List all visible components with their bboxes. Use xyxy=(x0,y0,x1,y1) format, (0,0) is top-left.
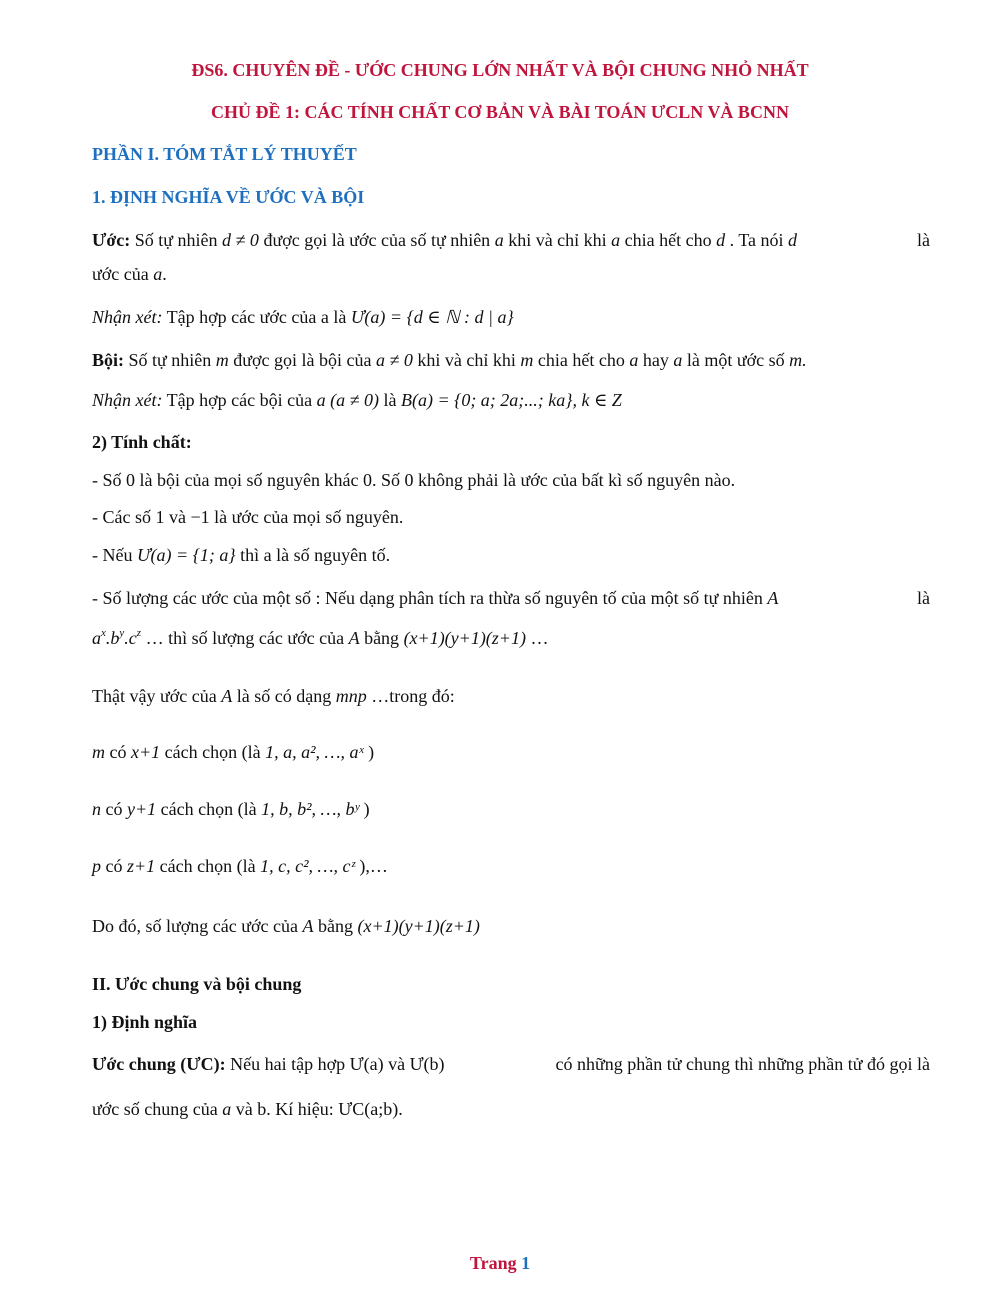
common-divisor-line2: ước số chung của a và b. Kí hiệu: ƯC(a;b). xyxy=(92,1099,403,1119)
property-4-line2: $a^x.b^y.c^z$ … thì số lượng các ước của A bằng (x+1)(y+1)(z+1) … xyxy=(92,627,549,648)
property-4-line1: - Số lượng các ước của một số : Nếu dạng phân tích ra thừa số nguyên tố của một số tự nhiên A là xyxy=(92,588,930,608)
property-3: - Nếu Ư(a) = {1; a} thì a là số nguyên tố. xyxy=(92,545,391,565)
choice-p: p có z+1 cách chọn (là 1, c, c², …, cᶻ ),… xyxy=(92,856,388,876)
page-number: 1 xyxy=(521,1253,531,1273)
common-divisor-line1: Ước chung (ƯC): Nếu hai tập hợp Ư(a) và Ư(b) có những phần tử chung thì những phần tử đó gọi là xyxy=(92,1054,930,1074)
property-2: - Các số 1 và −1 là ước của mọi số nguyên. xyxy=(92,507,404,527)
page-label: Trang xyxy=(469,1253,517,1273)
doc-subtitle: CHỦ ĐỀ 1: CÁC TÍNH CHẤT CƠ BẢN VÀ BÀI TOÁN ƯCLN VÀ BCNN xyxy=(211,102,789,122)
remark-divisors: Nhận xét: Tập hợp các ước của a là Ư(a) = {d ∈ ℕ : d | a} xyxy=(92,307,514,327)
section-heading-properties: 2) Tính chất: xyxy=(92,432,192,452)
divisor-count-formula: (x+1)(y+1)(z+1) xyxy=(403,628,526,648)
uoc-definition-line1: Ước: Số tự nhiên d ≠ 0 được gọi là ước của số tự nhiên a khi và chỉ khi a chia hết cho d . Ta nói d là xyxy=(92,230,930,250)
boi-definition: Bội: Số tự nhiên m được gọi là bội của a ≠ 0 khi và chỉ khi m chia hết cho a hay a là một ước số m. xyxy=(92,350,807,370)
multiple-set-formula: B(a) = {0; a; 2a;...; ka}, k ∈ Z xyxy=(400,390,622,410)
section-heading-definition: 1. ĐỊNH NGHĨA VỀ ƯỚC VÀ BỘI xyxy=(92,187,365,207)
divisor-set-formula: Ư(a) = {d ∈ ℕ : d | a} xyxy=(350,307,514,327)
page-footer xyxy=(0,1253,1000,1274)
proof-intro: Thật vậy ước của A là số có dạng mnp …trong đó: xyxy=(92,686,455,706)
remark-multiples: Nhận xét: Tập hợp các bội của a (a ≠ 0) là B(a) = {0; a; 2a;...; ka}, k ∈ Z xyxy=(92,390,622,410)
uoc-definition-line2: ước của a. xyxy=(92,264,167,284)
conclusion: Do đó, số lượng các ước của A bằng (x+1)(y+1)(z+1) xyxy=(92,916,480,936)
section-heading-common: II. Ước chung và bội chung xyxy=(92,974,302,994)
choice-m: m có x+1 cách chọn (là 1, a, a², …, aˣ ) xyxy=(92,742,375,762)
section-heading-definition-2: 1) Định nghĩa xyxy=(92,1012,198,1032)
part-heading: PHẦN I. TÓM TẮT LÝ THUYẾT xyxy=(92,144,357,164)
property-1: - Số 0 là bội của mọi số nguyên khác 0. Số 0 không phải là ước của bất kì số nguyên nào. xyxy=(92,470,736,490)
prime-factorization: $a^x.b^y.c^z$ xyxy=(92,627,142,648)
doc-title: ĐS6. CHUYÊN ĐỀ - ƯỚC CHUNG LỚN NHẤT VÀ BỘI CHUNG NHỎ NHẤT xyxy=(191,60,809,80)
choice-n: n có y+1 cách chọn (là 1, b, b², …, bʸ ) xyxy=(92,799,370,819)
